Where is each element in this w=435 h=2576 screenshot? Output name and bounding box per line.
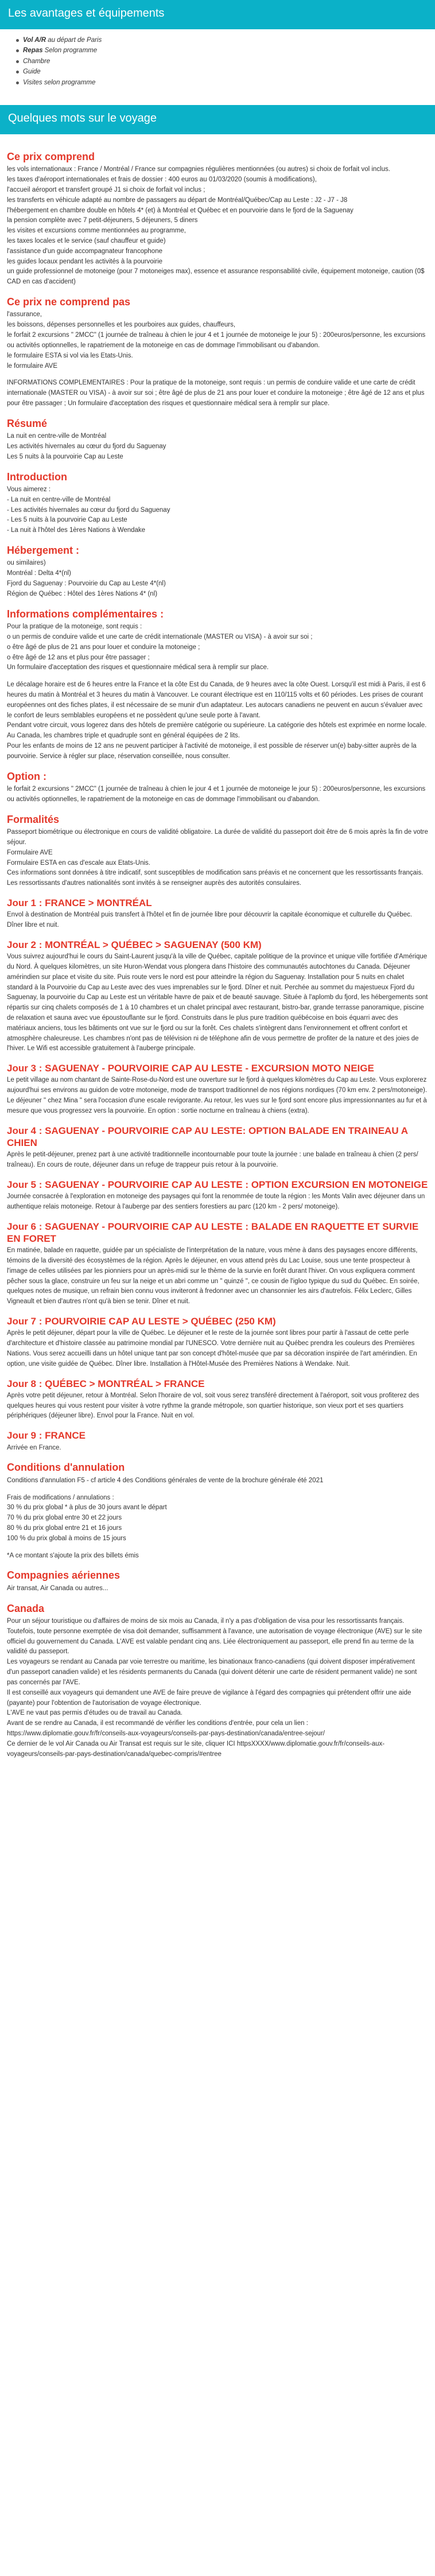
day-description: Après le petit-déjeuner, prenez part à une activité traditionnelle incontournable pour toute la journée : une balade en traîneau à chien (2 pers/ traîneau). En cours de route, déjeuner dans un refuge de trappeur puis retour à la pourvoirie. [7,1151,418,1169]
introduction-list [7,485,428,536]
canada-title: Canada [7,1602,45,1614]
text-line: Formulaire ESTA en cas d'escale aux Etats-Unis. [7,859,150,867]
text-line: les guides locaux pendant les activités à la pourvoirie [7,258,163,265]
text-line: o être âgé de plus de 21 ans pour louer et conduire la motoneige ; [7,643,200,651]
day-description: Après le petit déjeuner, départ pour la ville de Québec. Le déjeuner et le reste de la journée sont libres pour partir à l'assaut de cette perle d'architecture et d'histoire classée au patrimoine mondial par l'UNESCO. Votre dernière nuit au Québec prendra les couleurs des Premières Nations. Vous serez accueilli dans un hôtel unique tant par son concept d'hôtel-musée que par sa décoration inspirée de l'art amérindien. En option, une visite guidée de Québec. Dîner libre. Installation à l'Hôtel-Musée des Premières Nations à Wendake. Nuit. [7,1330,417,1367]
conditions-title: Conditions d'annulation [7,1462,125,1474]
avantage-item-bold: Repas [23,47,43,55]
text-line: - Les activités hivernales au cœur du fjord du Saguenay [7,506,170,514]
avantage-item-text: au départ de Paris [46,37,102,44]
text-line: Ce dernier de le vol Air Canada ou Air Transat est requis sur le site, cliquer ICI httpsXXXX/www.diplomatie.gouv.fr/fr/conseils-aux-voyageurs/conseils-par-pays-destination/canada/quebec-compris/#entree [7,1740,385,1758]
text-line: Un formulaire d'acceptation des risques et questionnaire médical sera à remplir sur place. [7,664,269,671]
text-line: les visites et excursions comme mentionnées au programme, [7,227,186,235]
text-line: Frais de modifications / annulations : [7,1494,114,1501]
day-title: Jour 1 : FRANCE > MONTRÉAL [7,897,152,908]
day-title: Jour 9 : FRANCE [7,1430,86,1442]
text-line: le formulaire ESTA si vol via les Etats-Unis. [7,352,133,359]
day-description: Après votre petit déjeuner, retour à Montréal. Selon l'horaire de vol, soit vous serez transféré directement à l'aéroport, soit vous profiterez des quelques heures qui vous restent pour visiter à votre rythme la grande métropole, son quartier historique, son vieux port et ses quartiers périphériques (déjeuner libre). Envol pour la France. Nuit en vol. [7,1392,420,1420]
introduction-title: Introduction [7,471,67,483]
option-title: Option : [7,770,46,782]
text-line: Formulaire AVE [7,849,53,856]
resume-list [7,432,428,462]
prix-ne-comprend-list [7,310,428,371]
itinerary-days [7,897,428,1453]
day-title: Jour 3 : SAGUENAY - POURVOIRIE CAP AU LESTE - EXCURSION MOTO NEIGE [7,1063,374,1074]
text-line: - Les 5 nuits à la pourvoirie Cap au Leste [7,516,127,524]
day-description: Arrivée en France. [7,1444,61,1451]
text-line: l'assurance, [7,311,42,318]
text-line: l'assistance d'un guide accompagnateur francophone [7,247,162,255]
text-line: le forfait 2 excursions " 2MCC" (1 journée de traîneau à chien le jour 4 et 1 journée de motoneige le jour 5) : 200euros/personne, les excursions ou activités optionnelles, le rapatriement de la motoneige en cas de dommage l'immobilisant ou d'abandon. [7,332,426,349]
prix-ne-comprend-infos [7,378,428,409]
text-line: Pendant votre circuit, vous logerez dans des hôtels de première catégorie ou supérieure. La catégorie des hôtels est exprimée en norme locale. Au Canada, les chambres triple et quadruple sont en général équipées de 2 lits. [7,722,427,740]
text-line: les taxes d'aéroport internationales et frais de dossier : 400 euros au 01/03/2020 (soumis à modifications), [7,176,317,184]
text-line: ou similaires) [7,560,46,567]
day-title: Jour 7 : POURVOIRIE CAP AU LESTE > QUÉBEC (250 KM) [7,1316,276,1327]
day-description: Le petit village au nom chantant de Sainte-Rose-du-Nord est une ouverture sur le fjord à quelques kilomètres du Cap au Leste. Vous explorerez aujourd'hui ses environs au guidon de votre motoneige, mode de transport traditionnel de nos régions nordiques (70 km env. 2 pers/motoneige). Le déjeuner " chez Mina " sera l'occasion d'une escale revigorante. Au retour, les vues sur le fjord sont encore plus impressionnantes au fur et à mesure que vous progressez vers la pourvoirie. En option : sortie nocturne en traîneau à chiens (extra). [7,1077,428,1114]
day-title: Jour 8 : QUÉBEC > MONTRÉAL > FRANCE [7,1378,205,1389]
text-line: Pour les enfants de moins de 12 ans ne peuvent participer à l'activité de motoneige, il est possible de réserver un(e) baby-sitter auprès de la pourvoirie. Service à régler sur place, réservation conseillée, nous consulter. [7,743,417,760]
text-line: le formulaire AVE [7,362,57,370]
avantage-item [15,67,418,77]
formalites-title: Formalités [7,813,60,825]
text-line: Région de Québec : Hôtel des 1ères Nations 4* (nl) [7,590,158,597]
text-line: - La nuit à l'hôtel des 1ères Nations à Wendake [7,527,146,534]
avantage-item-text: Visites selon programme [23,79,96,86]
compagnies-list [7,1584,428,1594]
conditions-note: *A ce montant s'ajoute la prix des billets émis [7,1552,139,1559]
text-line: Montréal : Delta 4*(nl) [7,570,71,577]
day-title: Jour 6 : SAGUENAY - POURVOIRIE CAP AU LESTE : BALADE EN RAQUETTE ET SURVIE EN FORET [7,1221,419,1244]
conditions-list [7,1476,428,1486]
avantages-banner [0,0,435,29]
day-title: Jour 4 : SAGUENAY - POURVOIRIE CAP AU LESTE: OPTION BALADE EN TRAINEAU A CHIEN [7,1125,408,1148]
avantages-title: Les avantages et équipements [8,7,165,20]
formalites-list [7,827,428,889]
text-line: L'AVE ne vaut pas permis d'études ou de travail au Canada. [7,1709,182,1717]
text-line: Les 5 nuits à la pourvoirie Cap au Leste [7,453,123,460]
text-line: - La nuit en centre-ville de Montréal [7,496,111,503]
text-line: Le décalage horaire est de 6 heures entre la France et la côte Est du Canada, de 9 heures avec la côte Ouest. Lorsqu'il est midi à Paris, il est 6 heures du matin à Montréal et 3 heures du matin à Vancouver. Le courant électrique est en 110/115 volts et 60 périodes. Les prises de courant européennes ont des fiches plates, il est nécessaire de se munir d'un adaptateur. Les autocars canadiens ne peuvent en aucun s'évaluer avec le confort de leurs semblables européens et ne possèdent qu'une seule porte à l'avant. [7,681,426,719]
text-line: le forfait 2 excursions " 2MCC" (1 journée de traîneau à chien le jour 4 et 1 journée de motoneige le jour 5) : 200euros/personne, les excursions ou activités optionnelles, le rapatriement de la motoneige en cas de dommage l'immobilisant ou d'abandon. [7,786,426,803]
text-line: o être âgé de 12 ans et plus pour être passager ; [7,654,150,661]
infos-complementaires-list [7,622,428,673]
text-line: un guide professionnel de motoneige (pour 7 motoneiges max), essence et assurance responsabilité civile, équipement motoneige, caution (0$ CAD en cas d'accident) [7,268,425,286]
avantages-list [0,35,435,105]
prix-comprend-list [7,165,428,287]
text-line: la pension complète avec 7 petit-déjeuners, 5 déjeuners, 5 diners [7,217,198,224]
day-description: Envol à destination de Montréal puis transfert à l'hôtel et fin de journée libre pour découvrir la capitale économique et culturelle du Québec. Dîner libre et nuit. [7,911,413,929]
avantage-item-text: Chambre [23,57,51,65]
voyage-title: Quelques mots sur le voyage [8,111,157,125]
text-line: INFORMATIONS COMPLEMENTAIRES : Pour la pratique de la motoneige, sont requis : un permis de conduire valide et une carte de crédit internationale (MASTER ou VISA) - à avoir sur soi ; être âgé de plus de 21 ans pour louer et conduire la motoneige ; être âgé de 12 ans et plus pour être passager ; Un formulaire d'acceptation des risques et questionnaire médical sera à remplir sur place. [7,379,425,407]
avantage-item-text: Guide [23,68,41,76]
avantage-item [15,56,418,67]
resume-title: Résumé [7,417,48,429]
text-line: Pour un séjour touristique ou d'affaires de moins de six mois au Canada, il n'y a pas d'obligation de visa pour les ressortissants français. Toutefois, toute personne exemptée de visa doit demander, suffisamment à l'avance, une autorisation de voyage électronique (AVE) sur le site officiel du gouvernement du Canada. L'AVE est valable pendant cinq ans. Liée électroniquement au passeport, elle prend fin au terme de la validité du passeport. [7,1618,422,1656]
avantage-item [15,45,418,56]
text-line: Vous aimerez : [7,486,51,494]
hebergement-title: Hébergement : [7,545,80,557]
text-line: les taxes locales et le service (sauf chauffeur et guide) [7,238,166,245]
text-line: 30 % du prix global * à plus de 30 jours avant le départ [7,1504,167,1512]
day-title: Jour 5 : SAGUENAY - POURVOIRIE CAP AU LESTE : OPTION EXCURSION EN MOTONEIGE [7,1179,428,1190]
day-description: Journée consacrée à l'exploration en motoneige des paysages qui font la renommée de toute la région : les Monts Valin avec déjeuner dans un authentique relais motoneige. Retour à l'auberge par des sentiers forestiers au parc (120 km - 2 pers/ motoneige). [7,1193,425,1210]
text-line: Fjord du Saguenay : Pourvoirie du Cap au Leste 4*(nl) [7,580,166,588]
day-description: Vous suivrez aujourd'hui le cours du Saint-Laurent jusqu'à la ville de Québec, capitale politique de la province et unique ville fortifiée d'Amérique du Nord. À quelques kilomètres, un site Huron-Wendat vous plongera dans l'histoire des communautés autochtones du Canada. Déjeuner amérindien sur place et visite du site. Puis route vers le nord est pour atteindre la région du Saguenay. Installation pour 5 nuits en chalet standard à la Pourvoirie du Cap au Leste avec des vues imprenables sur le fjord. Dîner et nuit. Perchée au sommet du majestueux Fjord du Saguenay, la pourvoirie du Cap au Leste est un véritable havre de paix et de beauté sauvage. Située à l'aplomb du fjord, les hébergements sont répartis sur cinq chalets composés de 1 à 10 chambres et un chalet principal avec restaurant, bistro-bar, grande terrasse panoramique, piscine de relaxation et sauna avec vue époustouflante sur le fjord. Construits dans le plus pure tradition québécoise en bois équarri avec des matériaux anciens, tous les bâtiments ont vue sur le fjord ou sur la forêt. Ces chalets s'intègrent dans l'environnement et offrent confort et atmosphère chaleureuse. Les chambres n'ont pas de télévision ni de téléphone afin de vous permettre de profiter de la nature et des joies de l'hiver. Le Wifi est accessible gratuitement à l'auberge principale. [7,953,428,1052]
text-line: La nuit en centre-ville de Montréal [7,433,107,440]
voyage-section [0,140,435,1782]
text-line: Il est conseillé aux voyageurs qui demandent une AVE de faire preuve de vigilance à l'égard des compagnies qui prétendent offrir une aide (payante) pour l'obtention de l'autorisation de voyage électronique. [7,1689,411,1707]
canada-info [7,1617,428,1759]
text-line: Les voyageurs se rendant au Canada par voie terrestre ou maritime, les binationaux franco-canadiens (qui doivent disposer impérativement d'un passeport canadien valide) et les résidents permanents du Canada (qui doivent détenir une carte de résident permanent valide) ne sont pas concernés par l'AVE. [7,1658,417,1686]
text-line: Air transat, Air Canada ou autres... [7,1584,108,1592]
conditions-fees [7,1493,428,1544]
prix-ne-comprend-title: Ce prix ne comprend pas [7,296,131,308]
day-description: En matinée, balade en raquette, guidée par un spécialiste de l'interprétation de la nature, vous mène à dans des paysages encore différents, témoins de la diversité des écosystèmes de la région. Après le déjeuner, en vous attend près du Lac Louise, sous une tente prospecteur à l'image de celles utilisées par les pionniers pour un après-midi sur le thème de la survie en forêt durant l'hiver. On vous expliquera comment pêcher sous la glace, construire un feu sur la neige et un abri comme un " quinzé ", ce cousin de l'igloo typique du sud du Québec. En soirée, quelques notes de musique, un refrain bien connu vous inviteront à fredonner avec un chansonnier les airs d'autrefois. Félix Leclerc, Gilles Vigneault et bien d'autres n'ont qu'à bien se tenir. Dîner et nuit. [7,1247,420,1306]
text-line: les vols internationaux : France / Montréal / France sur compagnies régulières mentionnées (ou autres) si choix de forfait vol inclus. [7,166,390,173]
text-line: Avant de se rendre au Canada, il est recommandé de vérifier les conditions d'entrée, pour cela un lien : https://www.diplomatie.gouv.fr/fr/conseils-aux-voyageurs/conseils-par-pays-destination/canada/entree-sejour/ [7,1720,325,1737]
text-line: l'hébergement en chambre double en hôtels 4* (et) à Montréal et Québec et en pourvoirie dans le fjord de la Saguenay [7,207,354,214]
text-line: 80 % du prix global entre 21 et 16 jours [7,1524,122,1532]
text-line: Ces informations sont données à titre indicatif, sont susceptibles de modification sans préavis et ne concernent que les ressortissants français. Les ressortissants d'autres nationalités sont invités à se renseigner auprès des autorités consulaires. [7,869,424,887]
day-title: Jour 2 : MONTRÉAL > QUÉBEC > SAGUENAY (500 KM) [7,939,262,950]
option-list [7,784,428,805]
text-line: Passeport biométrique ou électronique en cours de validité obligatoire. La durée de validité du passeport doit être de 6 mois après la fin de votre séjour. [7,829,428,846]
compagnies-title: Compagnies aériennes [7,1569,121,1582]
text-line: les boissons, dépenses personnelles et les pourboires aux guides, chauffeurs, [7,321,236,329]
text-line: l'accueil aéroport et transfert groupé J1 si choix de forfait vol inclus ; [7,186,205,193]
infos-complementaires-title: Informations complémentaires : [7,608,164,620]
hebergement-list [7,558,428,599]
avantage-item [15,35,418,45]
text-line: 100 % du prix global à moins de 15 jours [7,1534,126,1542]
voyage-banner [0,105,435,134]
text-line: Pour la pratique de la motoneige, sont requis : [7,623,142,631]
avantage-item [15,77,418,88]
avantage-item-bold: Vol A/R [23,37,46,44]
text-line: Conditions d'annulation F5 - cf article 4 des Conditions générales de vente de la brochure générale été 2021 [7,1477,324,1484]
avantage-item-text: Selon programme [42,47,98,55]
text-line: o un permis de conduire valide et une carte de crédit internationale (MASTER ou VISA) - à avoir sur soi ; [7,633,313,640]
infos-complementaires-details [7,680,428,762]
prix-comprend-title: Ce prix comprend [7,150,95,162]
text-line: Les activités hivernales au cœur du fjord du Saguenay [7,443,166,450]
text-line: les transferts en véhicule adapté au nombre de passagers au départ de Montréal/Québec/Cap au Leste : J2 - J7 - J8 [7,196,348,204]
text-line: 70 % du prix global entre 30 et 22 jours [7,1514,122,1522]
